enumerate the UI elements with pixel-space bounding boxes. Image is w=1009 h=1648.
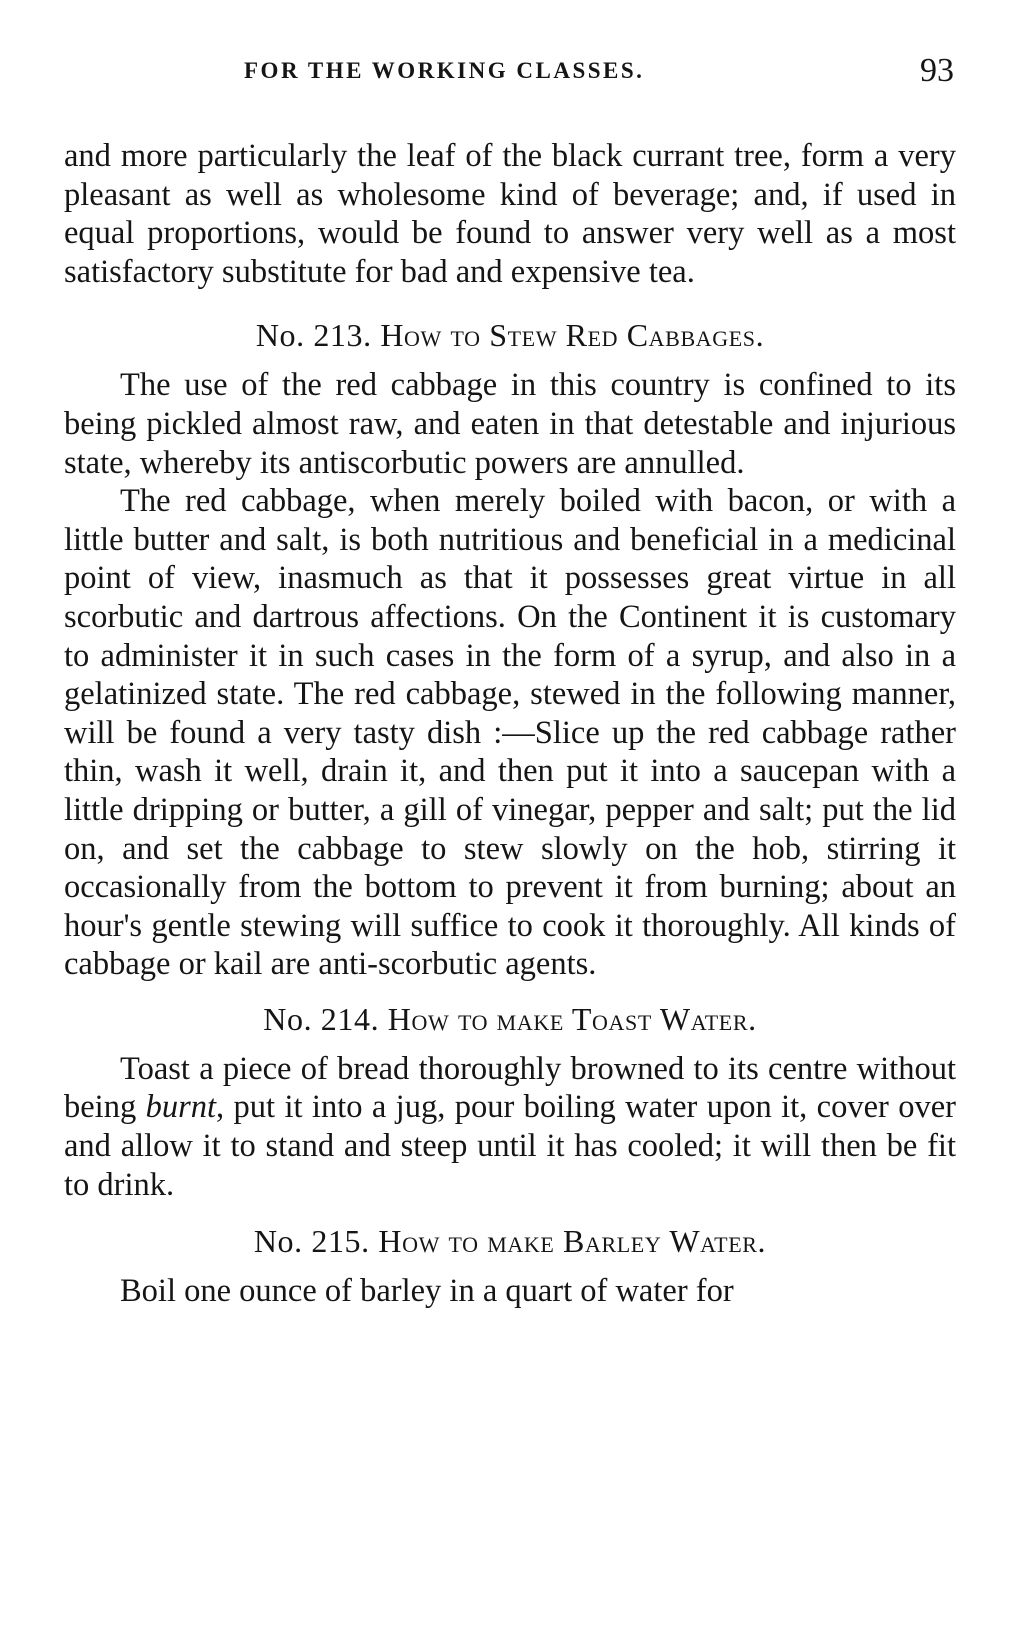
recipe-214-text-after: , put it into a jug, pour boiling water upon it, cover over and allow it to stand and steep until it has cooled; it will then be fit to drink. — [64, 1089, 956, 1203]
page-number: 93 — [920, 52, 954, 89]
continuation-paragraph: and more particularly the leaf of the black currant tree, form a very pleasant as well as wholesome kind of beverage; and, if used in equal proportions, would be found to answer very well as a most satisfactory substitute for bad and expensive tea. — [64, 138, 956, 290]
recipe-213-paragraph-1: The use of the red cabbage in this country is confined to its being pickled almost raw, and eaten in that detestable and injurious state, whereby its antiscorbutic powers are annulled. — [64, 367, 956, 481]
recipe-213-paragraph-2: The red cabbage, when merely boiled with bacon, or with a little butter and salt, is both nutritious and beneficial in a medicinal point of view, inasmuch as that it possesses great virtue in all scorbutic and dartrous affections. On the Continent it is customary to administer it in such cases in the form of a syrup, and also in a gelatinized state. The red cabbage, stewed in the following manner, will be found a very tasty dish :—Slice up the red cabbage rather thin, wash it well, drain it, and then put it into a saucepan with a little dripping or butter, a gill of vinegar, pepper and salt; put the lid on, and set the cabbage to stew slowly on the hob, stirring it occasionally from the bottom to prevent it from burning; about an hour's gentle stewing will suffice to cook it thoroughly. All kinds of cabbage or kail are anti-scorbutic agents. — [64, 483, 956, 983]
recipe-214-text-before: Toast a piece of bread thoroughly browned to its centre without being — [64, 1050, 956, 1126]
recipe-214-number: No. 214. — [263, 1000, 380, 1037]
recipe-215-title: How to make Barley Water. — [378, 1223, 767, 1260]
running-title: FOR THE WORKING CLASSES. — [244, 58, 645, 83]
recipe-215-paragraph: Boil one ounce of barley in a quart of water for — [120, 1273, 734, 1310]
running-head — [64, 52, 956, 102]
recipe-213-number: No. 213. — [255, 317, 372, 354]
recipe-215-number: No. 215. — [253, 1223, 370, 1260]
recipe-213-title: How to Stew Red Cabbages. — [380, 317, 765, 354]
recipe-214-emphasis: burnt — [145, 1089, 217, 1126]
book-page — [64, 52, 956, 1311]
recipe-213-heading — [64, 316, 956, 354]
recipe-215-heading — [64, 1222, 956, 1260]
recipe-214-heading — [64, 1000, 956, 1038]
recipe-214-title: How to make Toast Water. — [387, 1000, 757, 1037]
recipe-214-paragraph — [64, 1050, 956, 1204]
